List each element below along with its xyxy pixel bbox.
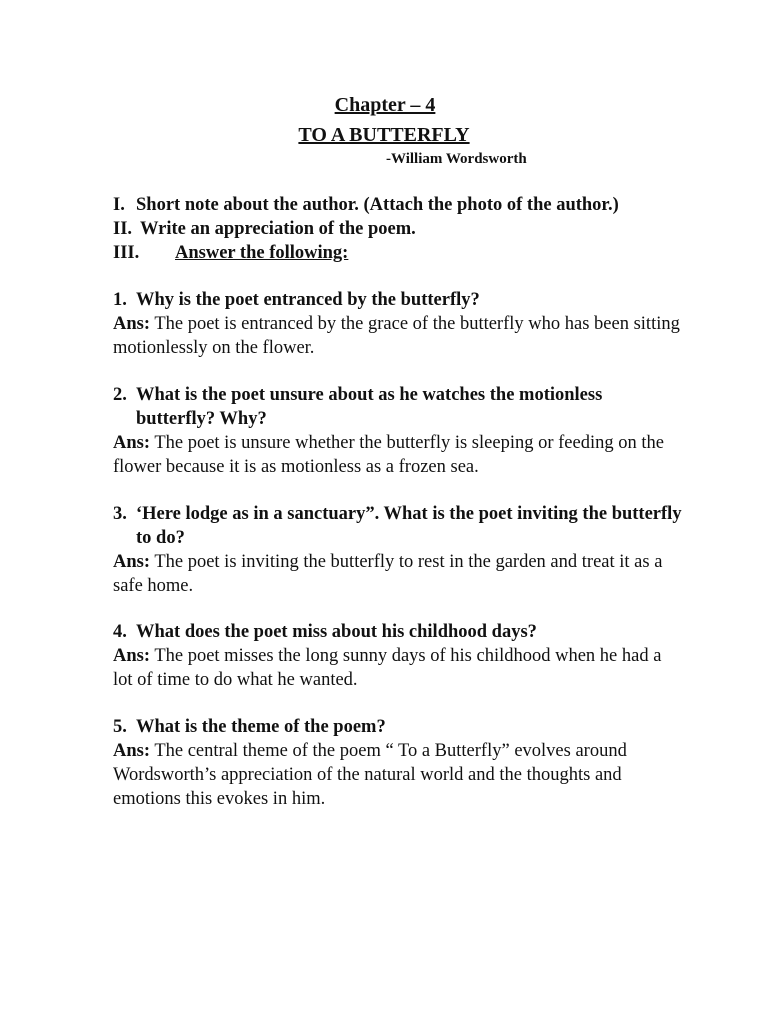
- answer-label: Ans:: [113, 433, 151, 453]
- answer-label: Ans:: [113, 552, 151, 572]
- instruction-text: Answer the following:: [175, 243, 349, 263]
- instruction-text: Write an appreciation of the poem.: [140, 219, 416, 239]
- question: [113, 620, 683, 644]
- instruction-number: III.: [113, 243, 140, 263]
- answer: [113, 550, 683, 598]
- question-number: 4.: [113, 622, 127, 642]
- chapter-heading-text: Chapter – 4: [334, 94, 436, 116]
- question-text: ‘Here lodge as in a sanctuary”. What is the poet inviting the butterfly to do?: [136, 504, 682, 548]
- question-block-2: [113, 383, 683, 479]
- question-number: 2.: [113, 385, 127, 405]
- instruction-number: I.: [113, 195, 125, 215]
- question: [113, 288, 683, 312]
- answer: [113, 644, 683, 692]
- question: [113, 715, 683, 739]
- question: [113, 383, 683, 431]
- answer-text: The poet is entranced by the grace of the butterfly who has been sitting motionlessly on the flower.: [113, 314, 680, 358]
- question-number: 5.: [113, 717, 127, 737]
- question-text: Why is the poet entranced by the butterfly?: [136, 290, 480, 310]
- answer-label: Ans:: [113, 741, 151, 761]
- question-number: 3.: [113, 504, 127, 524]
- answer-text: The central theme of the poem “ To a Butterfly” evolves around Wordsworth’s appreciation of the natural world and the thoughts and emotions this evokes in him.: [113, 741, 627, 809]
- answer-text: The poet is unsure whether the butterfly is sleeping or feeding on the flower because it is as motionless as a frozen sea.: [113, 433, 664, 477]
- question-block-5: [113, 715, 683, 811]
- answer: [113, 739, 683, 811]
- question-block-1: [113, 288, 683, 360]
- instructions-list: [113, 193, 713, 265]
- question: [113, 502, 683, 550]
- question-text: What does the poet miss about his childhood days?: [136, 622, 537, 642]
- question-text: What is the poet unsure about as he watches the motionless butterfly? Why?: [136, 385, 603, 429]
- answer: [113, 431, 683, 479]
- answer-label: Ans:: [113, 314, 151, 334]
- instruction-item: [113, 193, 713, 217]
- question-block-3: [113, 502, 683, 598]
- answer-text: The poet misses the long sunny days of his childhood when he had a lot of time to do what he wanted.: [113, 646, 662, 690]
- poem-title: TO A BUTTERFLY: [298, 124, 470, 146]
- instruction-item: [113, 241, 713, 265]
- answer-text: The poet is inviting the butterfly to rest in the garden and treat it as a safe home.: [113, 552, 663, 596]
- instruction-number: II.: [113, 219, 133, 239]
- answer: [113, 312, 683, 360]
- instruction-item: [113, 217, 713, 241]
- author-byline: -William Wordsworth: [386, 151, 527, 167]
- instruction-text: Short note about the author. (Attach the photo of the author.): [136, 195, 619, 215]
- question-text: What is the theme of the poem?: [136, 717, 386, 737]
- answer-label: Ans:: [113, 646, 151, 666]
- chapter-heading: [0, 94, 768, 117]
- question-block-4: [113, 620, 683, 692]
- question-number: 1.: [113, 290, 127, 310]
